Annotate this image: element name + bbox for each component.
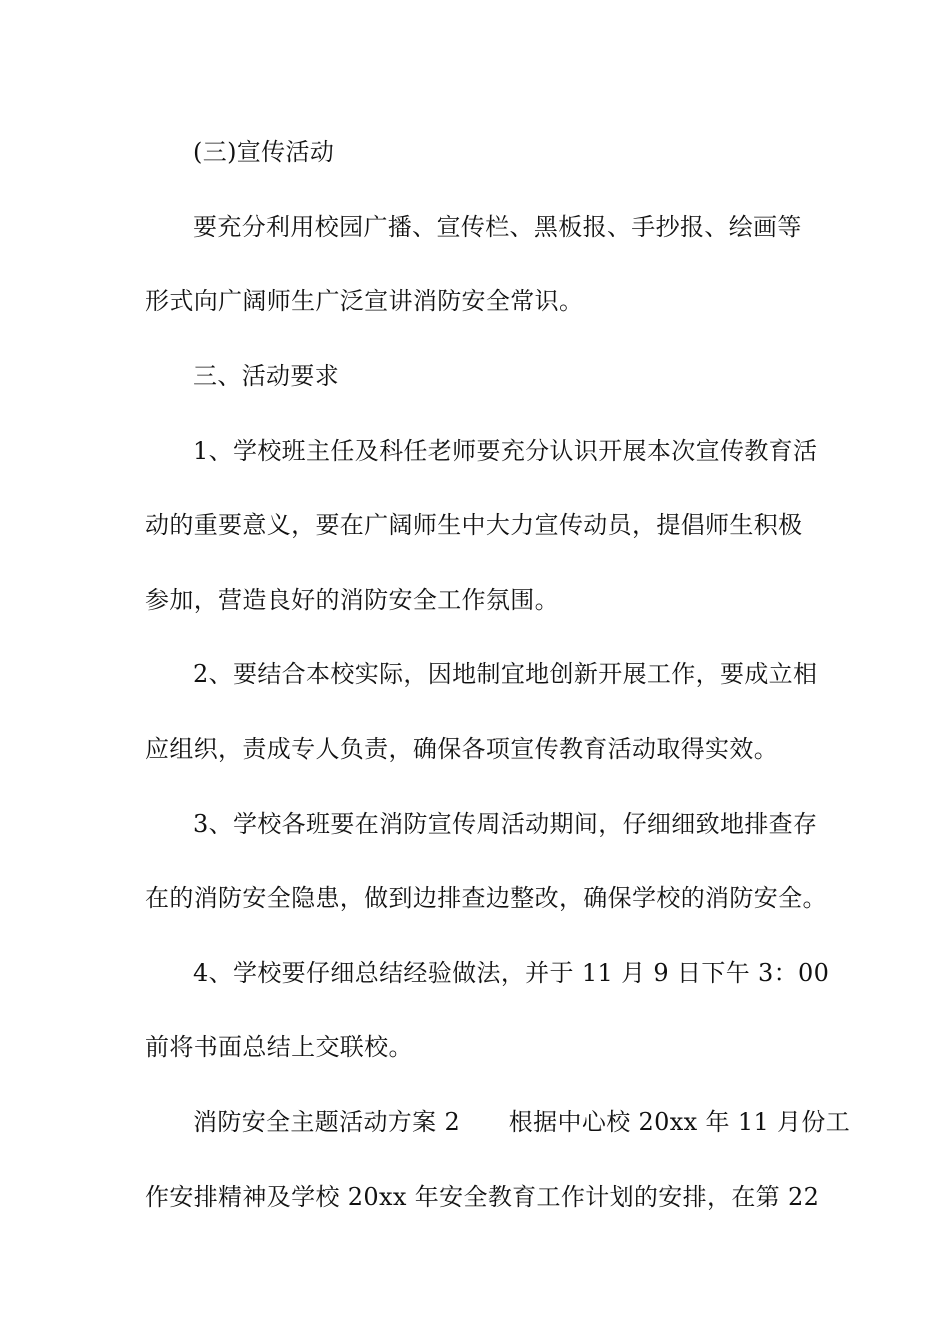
paragraph-line: 3、学校各班要在消防宣传周活动期间，仔细细致地排查存 xyxy=(193,810,818,838)
section-heading-activity-requirements: 三、活动要求 xyxy=(193,362,340,390)
paragraph-line: 4、学校要仔细总结经验做法，并于 11 月 9 日下午 3：00 xyxy=(193,959,830,987)
paragraph-line: 参加，营造良好的消防安全工作氛围。 xyxy=(145,586,559,614)
plan-title-line: 消防安全主题活动方案 2 根据中心校 20xx 年 11 月份工 xyxy=(193,1108,851,1136)
paragraph-line: 要充分利用校园广播、宣传栏、黑板报、手抄报、绘画等 xyxy=(193,213,802,241)
section-heading-publicity-activities: (三)宣传活动 xyxy=(193,138,335,166)
paragraph-line: 作安排精神及学校 20xx 年安全教育工作计划的安排，在第 22 xyxy=(145,1183,820,1211)
paragraph-line: 形式向广阔师生广泛宣讲消防安全常识。 xyxy=(145,287,584,315)
paragraph-line: 2、要结合本校实际，因地制宜地创新开展工作，要成立相 xyxy=(193,660,818,688)
paragraph-line: 前将书面总结上交联校。 xyxy=(145,1033,413,1061)
paragraph-line: 应组织，责成专人负责，确保各项宣传教育活动取得实效。 xyxy=(145,735,779,763)
paragraph-line: 1、学校班主任及科任老师要充分认识开展本次宣传教育活 xyxy=(193,437,818,465)
paragraph-line: 在的消防安全隐患，做到边排查边整改，确保学校的消防安全。 xyxy=(145,884,827,912)
paragraph-line: 动的重要意义，要在广阔师生中大力宣传动员，提倡师生积极 xyxy=(145,511,803,539)
